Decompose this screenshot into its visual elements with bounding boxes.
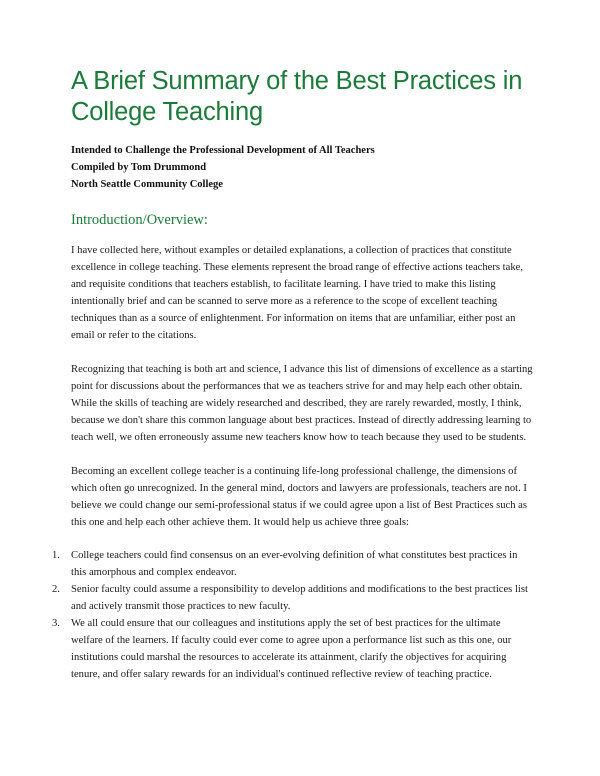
document-meta	[71, 142, 533, 193]
goals-list	[52, 547, 533, 683]
list-item-text: College teachers could find consensus on an ever-evolving definition of what constitutes best practices in this amorphous and complex endeavor.	[71, 550, 518, 578]
paragraph-2: Recognizing that teaching is both art and science, I advance this list of dimensions of excellence as a starting point for discussions about the performances that we as teachers strive for and may help each other obtain. While the skills of teaching are widely researched and described, they are rarely rewarded, mostly, I think, because we don't share this common language about best practices. Instead of directly addressing learning to teach well, we often erroneously assume new teachers know how to teach because they used to be students.	[71, 364, 533, 443]
document-page	[52, 66, 533, 683]
paragraph-1: I have collected here, without examples or detailed explanations, a collection of practices that constitute excellence in college teaching. These elements represent the broad range of effective actions teachers take, and requisite conditions that teachers establish, to facilitate learning. I have tried to make this listing intentionally brief and can be scanned to serve more as a reference to the scope of excellent teaching techniques than as a source of enlightenment. For information on items that are unfamiliar, either post an email or refer to the citations.	[71, 245, 523, 341]
paragraph-3: Becoming an excellent college teacher is a continuing life-long professional challenge, the dimensions of which often go unrecognized. In the general mind, doctors and lawyers are professionals, teachers are not. I believe we could change our semi-professional status if we could agree upon a list of Best Practices such as this one and help each other achieve them. It would help us achieve three goals:	[71, 466, 527, 528]
document-title: A Brief Summary of the Best Practices in College Teaching	[71, 67, 523, 126]
document-subtitle: Intended to Challenge the Professional Development of All Teachers	[71, 145, 375, 156]
list-item-number: 2.	[52, 584, 60, 595]
section-heading-introduction: Introduction/Overview:	[71, 212, 208, 228]
list-item	[52, 547, 533, 581]
list-item-number: 1.	[52, 550, 60, 561]
list-item	[52, 581, 533, 615]
list-item	[52, 615, 533, 683]
list-item-number: 3.	[52, 618, 60, 629]
list-item-text: We all could ensure that our colleagues and institutions apply the set of best practices for the ultimate welfare of the learners. If faculty could ever come to agree upon a performance list such as this one, our institutions could marshal the resources to accelerate its attainment, clarify the objectives for acquiring tenure, and offer salary rewards for an individual's continued reflective review of teaching practice.	[71, 618, 512, 680]
institution: North Seattle Community College	[71, 179, 223, 190]
compiled-by: Compiled by Tom Drummond	[71, 162, 207, 173]
list-item-text: Senior faculty could assume a responsibility to develop additions and modifications to the best practices list and actively transmit those practices to new faculty.	[71, 584, 528, 612]
